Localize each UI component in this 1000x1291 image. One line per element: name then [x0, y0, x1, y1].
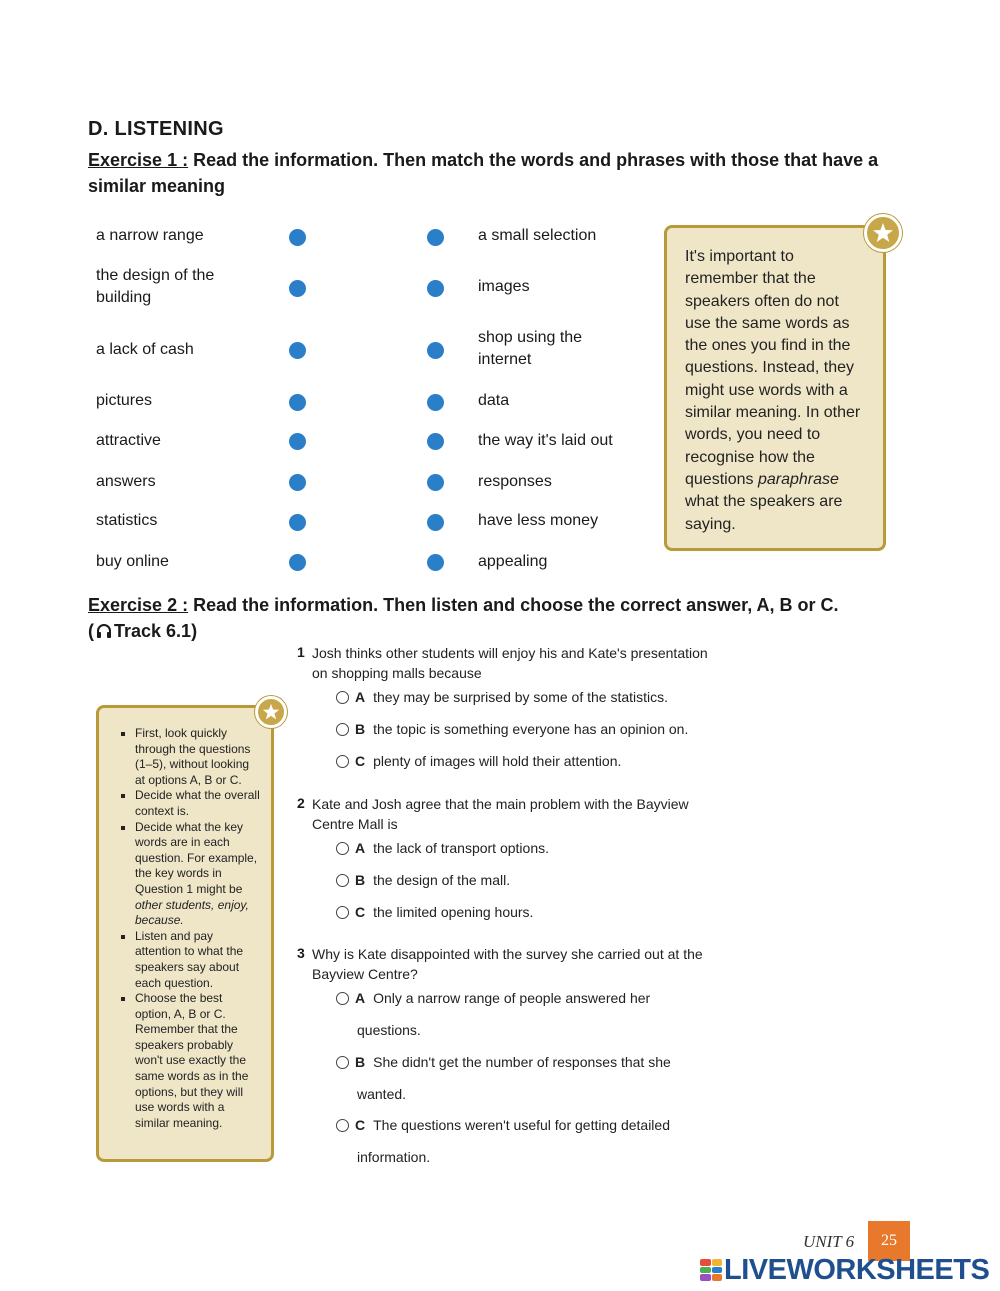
- match-left-dot[interactable]: [289, 514, 306, 531]
- brand-name[interactable]: LIVEWORKSHEETS: [724, 1254, 990, 1286]
- match-left-item: the design of the building: [96, 267, 215, 306]
- option-text: The questions weren't useful for getting detailed: [373, 1117, 670, 1133]
- match-right-dot[interactable]: [427, 394, 444, 411]
- option-letter: B: [355, 1054, 366, 1070]
- tip-item: ▪ Listen and pay attention to what the speakers say about each question.: [135, 929, 261, 991]
- option-text: they may be surprised by some of the statistics.: [373, 689, 669, 705]
- listening-tips-box: [96, 705, 274, 1162]
- star-icon: [255, 696, 287, 728]
- match-right-item: data: [478, 392, 510, 409]
- option-letter: C: [355, 1117, 366, 1133]
- match-left-item: statistics: [96, 512, 158, 529]
- tip-item: ▪ Decide what the overall context is.: [135, 788, 261, 819]
- liveworksheets-logo-icon: [700, 1259, 722, 1281]
- tip-text-after: what the speakers are saying.: [685, 493, 843, 533]
- match-right-item: appealing: [478, 553, 548, 570]
- answer-option[interactable]: [336, 1054, 671, 1070]
- radio-button[interactable]: [336, 755, 349, 768]
- option-letter: A: [355, 990, 366, 1006]
- paraphrase-tip-box: [664, 225, 886, 551]
- answer-option[interactable]: [336, 721, 688, 737]
- headphones-icon: [96, 620, 112, 636]
- option-letter: B: [355, 721, 366, 737]
- unit-label: UNIT 6: [803, 1232, 855, 1251]
- match-left-item: buy online: [96, 553, 169, 570]
- tip-item: [135, 820, 261, 929]
- match-left-dot[interactable]: [289, 342, 306, 359]
- match-left-dot[interactable]: [289, 474, 306, 491]
- answer-option[interactable]: [336, 872, 510, 888]
- match-right-item: images: [478, 278, 530, 295]
- match-left-item: answers: [96, 473, 156, 490]
- star-icon: [864, 214, 902, 252]
- page-number: 25: [868, 1221, 910, 1261]
- match-right-dot[interactable]: [427, 229, 444, 246]
- option-text: the lack of transport options.: [373, 840, 549, 856]
- match-left-dot[interactable]: [289, 229, 306, 246]
- option-text-continued: wanted.: [357, 1086, 407, 1102]
- section-title: D. LISTENING: [88, 118, 224, 140]
- option-letter: B: [355, 872, 366, 888]
- radio-button[interactable]: [336, 1056, 349, 1069]
- option-text: She didn't get the number of responses that she: [373, 1054, 671, 1070]
- match-right-dot[interactable]: [427, 280, 444, 297]
- option-text-continued: information.: [357, 1149, 431, 1165]
- match-left-item: attractive: [96, 432, 161, 449]
- match-right-dot[interactable]: [427, 514, 444, 531]
- radio-button[interactable]: [336, 1119, 349, 1132]
- question-number: 1: [297, 644, 305, 660]
- answer-option[interactable]: [336, 1117, 670, 1133]
- match-right-item: shop using the internet: [478, 329, 583, 368]
- answer-option[interactable]: [336, 753, 621, 769]
- exercise2-label: Exercise 2 :: [88, 595, 189, 615]
- option-letter: A: [355, 689, 366, 705]
- exercise1-label: Exercise 1 :: [88, 150, 189, 170]
- match-right-dot[interactable]: [427, 433, 444, 450]
- answer-option[interactable]: [336, 840, 549, 856]
- radio-button[interactable]: [336, 992, 349, 1005]
- option-text: the design of the mall.: [373, 872, 511, 888]
- tip-item-text: Decide what the key words are in each question. For example, the key words in Question 1 might be: [135, 819, 258, 896]
- radio-button[interactable]: [336, 691, 349, 704]
- match-left-item: pictures: [96, 392, 153, 409]
- option-letter: C: [355, 904, 366, 920]
- option-text: Only a narrow range of people answered her: [373, 990, 651, 1006]
- match-left-dot[interactable]: [289, 394, 306, 411]
- match-right-item: have less money: [478, 512, 599, 529]
- option-text: plenty of images will hold their attention.: [373, 753, 622, 769]
- answer-option[interactable]: [336, 689, 668, 705]
- match-right-dot[interactable]: [427, 342, 444, 359]
- option-letter: A: [355, 840, 366, 856]
- exercise1-instruction: Read the information. Then match the words and phrases with those that have a similar meaning: [88, 150, 879, 196]
- option-text-continued: questions.: [357, 1022, 421, 1038]
- question-text: Why is Kate disappointed with the survey she carried out at the Bayview Centre?: [312, 946, 703, 982]
- match-left-dot[interactable]: [289, 280, 306, 297]
- tip-key-words: other students, enjoy, because.: [135, 897, 249, 928]
- match-left-item: a narrow range: [96, 227, 204, 244]
- match-right-dot[interactable]: [427, 554, 444, 571]
- tip-text-before: It's important to remember that the speakers often do not use the same words as the ones you find in the questions. Instead, they might use words with a similar meaning. In other words, you need to recognise how the questions: [685, 248, 861, 488]
- option-text: the limited opening hours.: [373, 904, 534, 920]
- match-left-dot[interactable]: [289, 433, 306, 450]
- tip-item: ▪ Choose the best option, A, B or C. Remember that the speakers probably won't use exactly the same words as in the options, but they will use words with a similar meaning.: [135, 991, 261, 1131]
- answer-option[interactable]: [336, 990, 650, 1006]
- radio-button[interactable]: [336, 842, 349, 855]
- match-left-item: a lack of cash: [96, 341, 194, 358]
- exercise2-heading: [88, 592, 918, 644]
- match-left-dot[interactable]: [289, 554, 306, 571]
- exercise2-instruction: Read the information. Then listen and choose the correct answer, A, B or C.: [188, 595, 839, 615]
- radio-button[interactable]: [336, 723, 349, 736]
- question-text: Kate and Josh agree that the main problem with the Bayview Centre Mall is: [312, 796, 689, 832]
- answer-option[interactable]: [336, 904, 533, 920]
- radio-button[interactable]: [336, 906, 349, 919]
- tip-emphasis: paraphrase: [757, 470, 839, 488]
- match-right-item: a small selection: [478, 227, 597, 244]
- exercise1-heading: [88, 147, 918, 199]
- match-right-item: the way it's laid out: [478, 432, 613, 449]
- option-text: the topic is something everyone has an opinion on.: [373, 721, 689, 737]
- option-letter: C: [355, 753, 366, 769]
- track-label: Track 6.1): [114, 621, 198, 641]
- tips-list: [115, 726, 261, 1131]
- match-right-dot[interactable]: [427, 474, 444, 491]
- question-number: 3: [297, 945, 305, 961]
- match-right-item: responses: [478, 473, 552, 490]
- track-open: (: [88, 621, 94, 641]
- question-number: 2: [297, 795, 305, 811]
- tip-item: ▪ First, look quickly through the questions (1–5), without looking at options A, B or C.: [135, 726, 261, 788]
- radio-button[interactable]: [336, 874, 349, 887]
- question-text: Josh thinks other students will enjoy his and Kate's presentation on shopping malls because: [312, 645, 708, 681]
